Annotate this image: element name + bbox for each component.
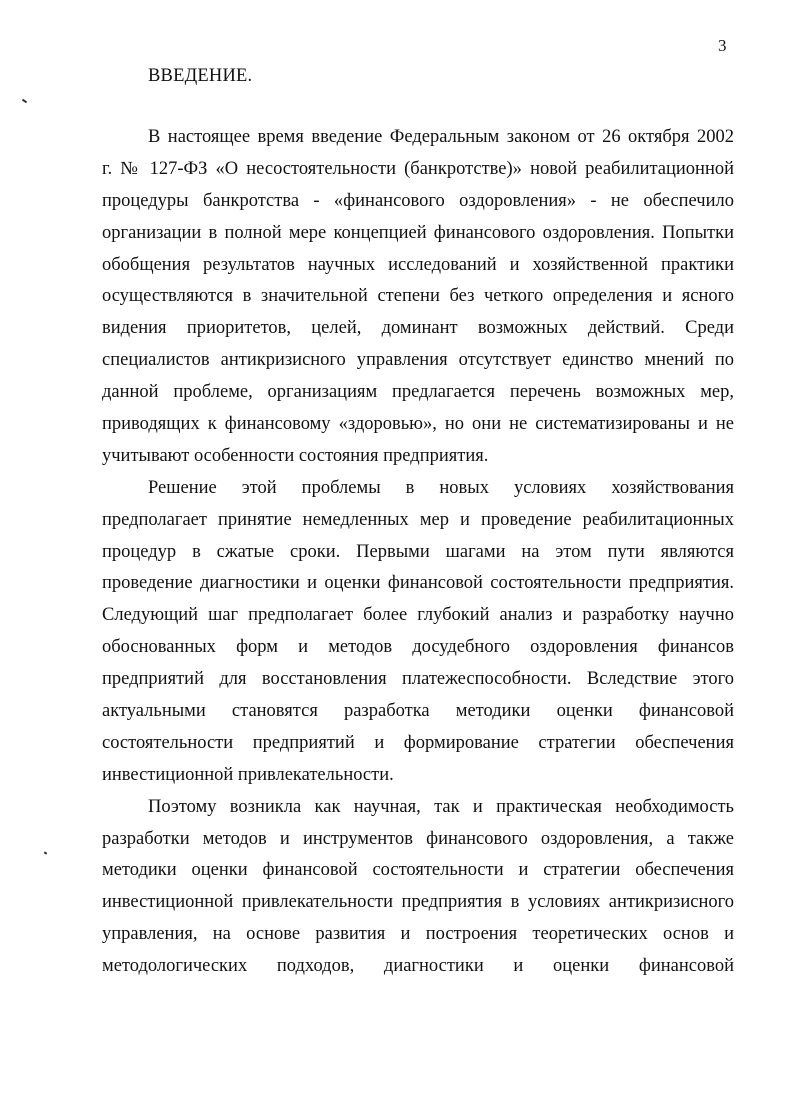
body-text xyxy=(102,122,734,983)
page-number: 3 xyxy=(718,36,727,55)
text-line: данной проблеме, организациям предлагается перечень возможных мер, xyxy=(102,382,734,403)
text-line: В настоящее время введение Федеральным законом от 26 октября 2002 xyxy=(148,127,734,147)
text-line: Поэтому возникла как научная, так и практическая необходимость xyxy=(148,796,734,817)
text-line: инвестиционной привлекательности. xyxy=(102,764,394,785)
text-line: проведение диагностики и оценки финансовой состоятельности предприятия. xyxy=(102,573,734,594)
text-line: предприятий для восстановления платежеспособности. Вследствие этого xyxy=(102,669,734,690)
text-line: управления, на основе развития и построения теоретических основ и xyxy=(102,924,734,945)
text-line: осуществляются в значительной степени без четкого определения и ясного xyxy=(102,286,734,307)
text-line: Решение этой проблемы в новых условиях хозяйствования xyxy=(148,477,734,498)
text-line: учитывают особенности состояния предприятия. xyxy=(102,445,489,466)
text-line: предполагает принятие немедленных мер и проведение реабилитационных xyxy=(102,509,734,530)
paragraph-2 xyxy=(102,473,734,792)
text-line: г. № 127-ФЗ «О несостоятельности (банкротстве)» новой реабилитационной xyxy=(102,158,734,179)
text-line: методики оценки финансовой состоятельности и стратегии обеспечения xyxy=(102,860,734,881)
text-line: состоятельности предприятий и формирование стратегии обеспечения xyxy=(102,732,734,753)
text-line: процедуры банкротства - «финансового оздоровления» - не обеспечило xyxy=(102,190,734,211)
text-line: актуальными становятся разработка методики оценки финансовой xyxy=(102,701,734,722)
text-line: методологических подходов, диагностики и оценки финансовой xyxy=(102,956,734,977)
text-line: разработки методов и инструментов финансового оздоровления, а также xyxy=(102,828,734,849)
text-line: приводящих к финансовому «здоровью», но они не систематизированы и не xyxy=(102,414,734,435)
text-line: обобщения результатов научных исследований и хозяйственной практики xyxy=(102,254,734,275)
text-line: инвестиционной привлекательности предприятия в условиях антикризисного xyxy=(102,892,734,913)
text-line: обоснованных форм и методов досудебного оздоровления финансов xyxy=(102,637,734,658)
scan-speck xyxy=(22,99,27,104)
text-line: процедур в сжатые сроки. Первыми шагами на этом пути являются xyxy=(102,541,734,562)
text-line: видения приоритетов, целей, доминант возможных действий. Среди xyxy=(102,318,734,339)
text-line: организации в полной мере концепцией финансового оздоровления. Попытки xyxy=(102,222,734,243)
text-line: Следующий шаг предполагает более глубокий анализ и разработку научно xyxy=(102,605,734,626)
paragraph-3 xyxy=(102,792,734,983)
scan-speck xyxy=(44,851,48,854)
text-line: специалистов антикризисного управления отсутствует единство мнений по xyxy=(102,350,734,371)
paragraph-1 xyxy=(102,122,734,473)
section-heading: ВВЕДЕНИЕ. xyxy=(148,66,253,86)
